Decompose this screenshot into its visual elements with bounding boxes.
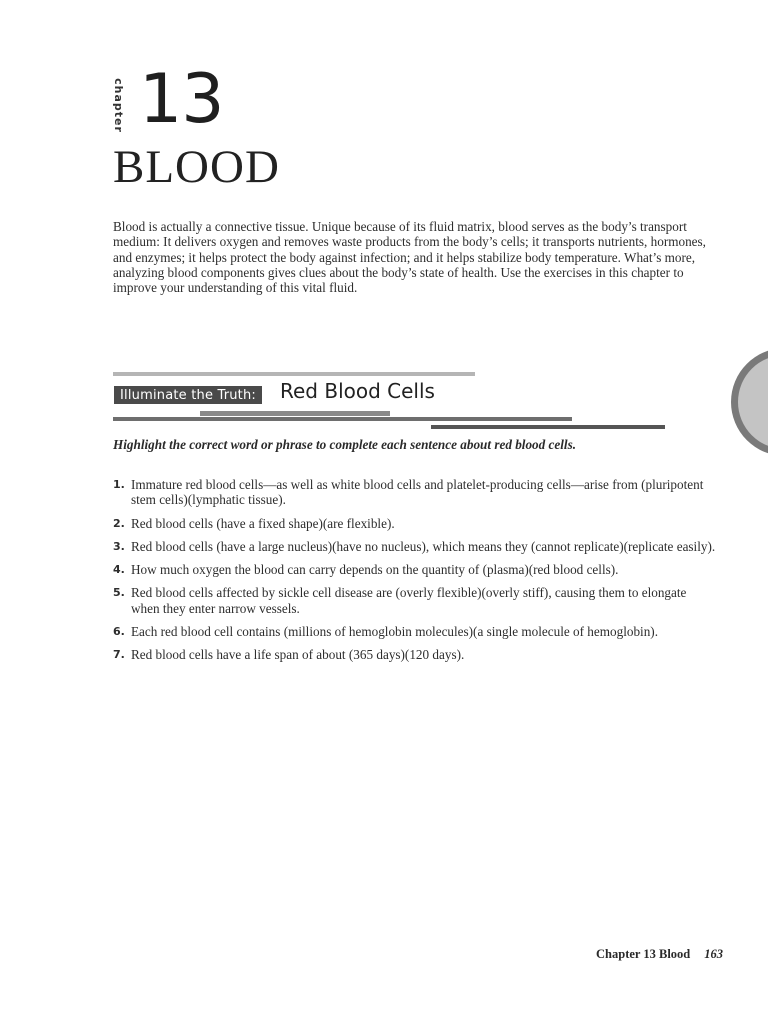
question-number: 2. — [113, 516, 125, 530]
question-text: Red blood cells (have a large nucleus)(have no nucleus), which means they (cannot replicate)(replicate easily). — [131, 538, 716, 554]
question-number: 1. — [113, 478, 125, 491]
question-number: 4. — [113, 563, 125, 577]
question-text: Each red blood cell contains (millions of hemoglobin molecules)(a single molecule of hemoglobin). — [131, 624, 658, 640]
chapter-number: 13 — [139, 60, 224, 139]
question-text: Red blood cells affected by sickle cell disease are (overly flexible)(overly stiff), causing them to elongate when they enter narrow vessels. — [131, 585, 687, 616]
question-item — [113, 477, 718, 508]
page-footer — [596, 947, 723, 962]
intro-paragraph: Blood is actually a connective tissue. Unique because of its fluid matrix, blood serves as the body’s transport medium: It delivers oxygen and removes waste products from the body’s cells; it transports nutrients, hormones, and enzymes; it helps protect the body against infection; and it helps stabilize body temperature. What’s more, analyzing blood components gives clues about the body’s state of health. Use the exercises in this chapter to improve your understanding of this vital fluid. — [113, 219, 706, 296]
section-title: Red Blood Cells — [280, 379, 435, 403]
question-text: How much oxygen the blood can carry depends on the quantity of (plasma)(red blood cells). — [131, 562, 619, 578]
decorative-rule — [431, 425, 665, 429]
decorative-rule — [113, 417, 572, 421]
question-number: 7. — [113, 648, 125, 662]
question-number: 3. — [113, 539, 125, 553]
question-item — [113, 647, 718, 662]
decorative-rule — [200, 411, 390, 416]
question-item — [113, 539, 718, 554]
question-item — [113, 585, 718, 616]
question-item — [113, 516, 718, 531]
question-text: Red blood cells (have a fixed shape)(are flexible). — [131, 515, 395, 531]
question-number: 5. — [113, 586, 125, 600]
question-list — [113, 477, 718, 671]
chapter-label: chapter — [111, 77, 125, 133]
running-head: Chapter 13 Blood — [596, 947, 691, 961]
page-number: 163 — [704, 947, 723, 961]
decorative-rule — [113, 372, 475, 376]
question-number: 6. — [113, 625, 125, 639]
exercise-instruction: Highlight the correct word or phrase to complete each sentence about red blood cells. — [113, 437, 577, 452]
question-item — [113, 562, 718, 577]
question-item — [113, 624, 718, 639]
chapter-title: BLOOD — [113, 141, 280, 193]
question-text: Red blood cells have a life span of about (365 days)(120 days). — [131, 647, 465, 663]
question-text: Immature red blood cells—as well as white blood cells and platelet-producing cells—arise from (pluripotent stem cells)(lymphatic tissue). — [131, 477, 704, 508]
section-label: Illuminate the Truth: — [114, 386, 262, 404]
